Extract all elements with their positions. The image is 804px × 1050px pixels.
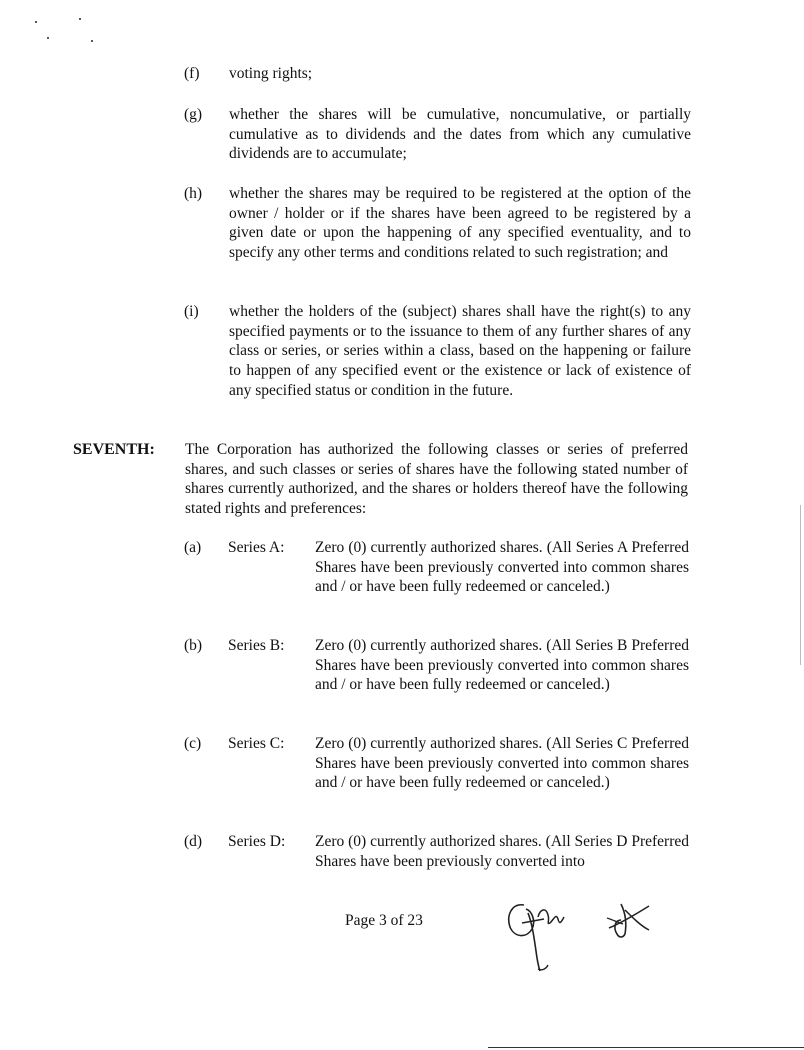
scan-edge-line <box>800 505 801 665</box>
clause-label: (i) <box>184 303 199 320</box>
clause-text: voting rights; <box>229 65 313 82</box>
clause-label: (g) <box>184 106 203 123</box>
series-text: Zero (0) currently authorized shares. (All Series D Preferred Shares have been previously converted into <box>315 833 689 870</box>
series-text: Zero (0) currently authorized shares. (All Series C Preferred Shares have been previously converted into common shares and / or have been fully redeemed or canceled.) <box>315 735 689 792</box>
series-name: Series A: <box>228 539 285 556</box>
series-name: Series D: <box>228 833 286 850</box>
seventh-heading: SEVENTH: <box>73 441 155 458</box>
series-name: Series B: <box>228 637 285 654</box>
clause-text: whether the shares may be required to be registered at the option of the owner / holder or if the shares have been agreed to be registered by a given date or upon the happening of any specified eventuality, and to specify any other terms and conditions related to such registration; and <box>229 185 691 262</box>
series-label: (c) <box>184 735 202 752</box>
series-text: Zero (0) currently authorized shares. (All Series A Preferred Shares have been previously converted into common shares and / or have been fully redeemed or canceled.) <box>315 539 689 596</box>
clause-label: (h) <box>184 185 203 202</box>
signature-initials-1 <box>502 893 568 975</box>
series-text: Zero (0) currently authorized shares. (All Series B Preferred Shares have been previously converted into common shares and / or have been fully redeemed or canceled.) <box>315 637 689 694</box>
series-name: Series C: <box>228 735 285 752</box>
signature-initials-2 <box>603 898 653 944</box>
series-label: (a) <box>184 539 202 556</box>
clause-label: (f) <box>184 65 200 82</box>
page-number: Page 3 of 23 <box>345 912 423 929</box>
seventh-text: The Corporation has authorized the following classes or series of preferred shares, and such classes or series of shares have the following stated number of shares currently authorized, and the shares or holders thereof have the following stated rights and preferences: <box>185 441 688 518</box>
series-label: (b) <box>184 637 203 654</box>
clause-text: whether the shares will be cumulative, noncumulative, or partially cumulative as to dividends and the dates from which any cumulative dividends are to accumulate; <box>229 106 691 163</box>
series-label: (d) <box>184 833 203 850</box>
clause-text: whether the holders of the (subject) shares shall have the right(s) to any specified payments or to the issuance to them of any further shares of any class or series, or series within a class, based on the happening or failure to happen of any specified event or the existence or lack of existence of any specified status or condition in the future. <box>229 303 691 399</box>
scan-bottom-line <box>488 1047 804 1048</box>
